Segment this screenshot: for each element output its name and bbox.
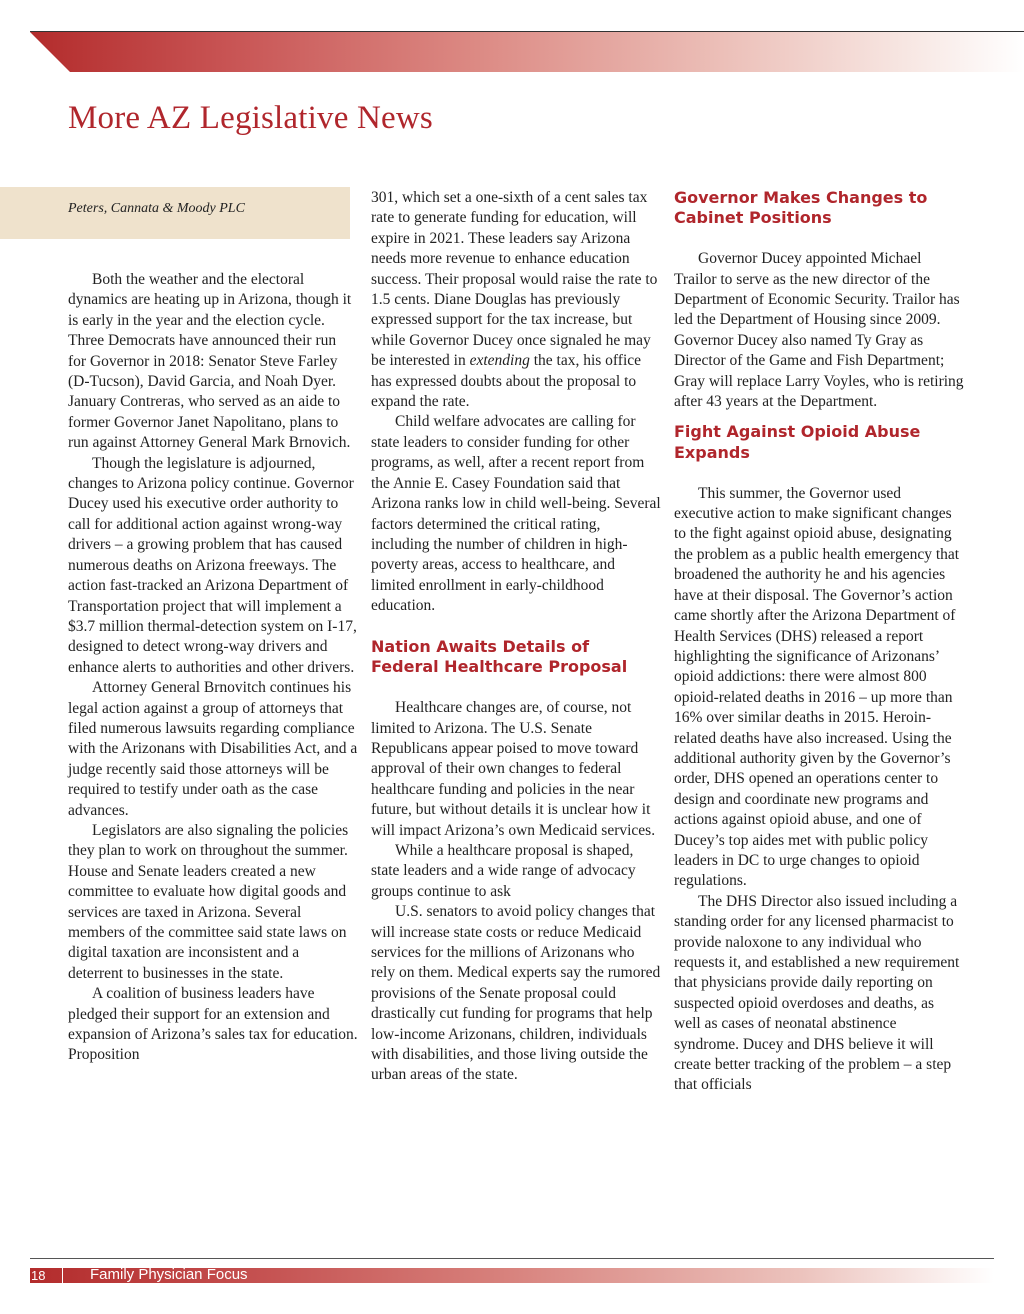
article-column-2 [371, 188, 661, 1086]
page-number: 18 [31, 1268, 46, 1283]
paragraph: This summer, the Governor used executive action to make significant changes to the fight against opioid abuse, designating the problem as a public health emergency that broadened the authority he and his agencies have at their disposal. The Governor’s action came shortly after the Arizona Department of Health Services (DHS) released a report highlighting the significance of Arizonans’ opioid addictions: there were almost 800 opioid-related deaths in 2016 – up more than 16% over similar deaths in 2015. Heroin- related deaths have also increased. Using the additional authority given by the Governor’s order, DHS opened an operations center to design and coordinate new programs and actions against opioid abuse, and one of Ducey’s top aides met with public policy leaders in DC to urge changes to opioid regulations. [674, 484, 960, 890]
paragraph: Both the weather and the electoral dynamics are heating up in Arizona, though it is early in the year and the election cycle. Three Democrats have announced their run for Governor in 2018: Senator Steve Farley (D-Tucson), David Garcia, and Noah Dyer. January Contreras, who served as an aide to former Governor Janet Napolitano, plans to run against Attorney General Mark Brnovich. [68, 271, 352, 452]
article-column-3 [674, 188, 964, 1096]
publication-name: Family Physician Focus [90, 1266, 248, 1283]
top-rule [30, 31, 1024, 32]
footer-divider [62, 1268, 63, 1283]
section-heading-opioid: Fight Against Opioid Abuse Expands [674, 422, 921, 462]
page-title: More AZ Legislative News [68, 100, 433, 136]
emphasis-text: extending [469, 352, 530, 370]
section-heading-cabinet: Governor Makes Changes to Cabinet Positions [674, 188, 928, 228]
paragraph: Legislators are also signaling the policies they plan to work on throughout the summer. House and Senate leaders created a new committee to evaluate how digital goods and services are taxed in Arizona. Several members of the committee said state laws on digital taxation are inconsistent and a deterrent to businesses in the state. [68, 821, 349, 982]
paragraph: A coalition of business leaders have pledged their support for an extension and expansion of Arizona’s sales tax for education. Proposition [68, 985, 358, 1064]
bottom-rule [30, 1258, 994, 1259]
paragraph: Though the legislature is adjourned, changes to Arizona policy continue. Governor Ducey used his executive order authority to call for additional action against wrong-way drivers – a growing problem that has caused numerous deaths on Arizona freeways. The action fast-tracked an Arizona Department of Transportation project that will implement a $3.7 million thermal-detection system on I-17, designed to detect wrong-way drivers and enhance alerts to authorities and other drivers. [68, 454, 357, 676]
paragraph: Governor Ducey appointed Michael Trailor to serve as the new director of the Department of Economic Security. Trailor has led the Department of Housing since 2009. Governor Ducey also named Ty Gray as Director of the Game and Fish Department; Gray will replace Larry Voyles, who is retiring after 43 years at the Department. [674, 250, 964, 411]
paragraph [371, 188, 661, 412]
paragraph: Attorney General Brnovitch continues his legal action against a group of attorneys that filed numerous lawsuits regarding compliance with the Arizonans with Disabilities Act, and a judge recently said those attorneys will be required to testify under oath as the case advances. [68, 679, 358, 819]
paragraph: While a healthcare proposal is shaped, state leaders and a wide range of advocacy groups continue to ask [371, 841, 636, 900]
paragraph: Child welfare advocates are calling for state leaders to consider funding for other programs, as well, after a recent report from the Annie E. Casey Foundation said that Arizona ranks low in child well-being. Several factors determined the critical rating, including the number of children in high-poverty areas, access to healthcare, and limited enrollment in early-childhood education. [371, 413, 661, 615]
section-heading-healthcare: Nation Awaits Details of Federal Healthcare Proposal [371, 636, 628, 677]
byline: Peters, Cannata & Moody PLC [68, 201, 245, 216]
text-run: the tax, his office has expressed doubts about the proposal to expand the rate. [371, 352, 642, 411]
article-column-1 [68, 270, 358, 1066]
text-run: 301, which set a one-sixth of a cent sales tax rate to generate funding for education, will expire in 2021. These leaders say Arizona needs more revenue to enhance education success. Their proposal would raise the rate to 1.5 cents. Diane Douglas has previously expressed support for the tax increase, but while Governor Ducey once signaled he may be interested in [371, 189, 658, 370]
paragraph: The DHS Director also issued including a standing order for any licensed pharmacist to provide naloxone to any individual who requests it, and established a new requirement that physicians provide daily reporting on suspected opioid overdoses and deaths, as well as cases of neonatal abstinence syndrome. Ducey and DHS believe it will create better tracking of the problem – a step that officials [674, 892, 960, 1094]
header-band [30, 32, 1024, 72]
paragraph: Healthcare changes are, of course, not limited to Arizona. The U.S. Senate Republicans appear poised to move toward approval of their own changes to federal healthcare funding and policies in the near future, but without details it is unclear how it will impact Arizona’s own Medicaid services. [371, 699, 656, 839]
paragraph: U.S. senators to avoid policy changes that will increase state costs or reduce Medicaid services for the millions of Arizonans who rely on them. Medical experts say the rumored provisions of the Senate proposal could drastically cut funding for programs that help low-income Arizonans, children, individuals with disabilities, and those living outside the urban areas of the state. [371, 903, 661, 1084]
